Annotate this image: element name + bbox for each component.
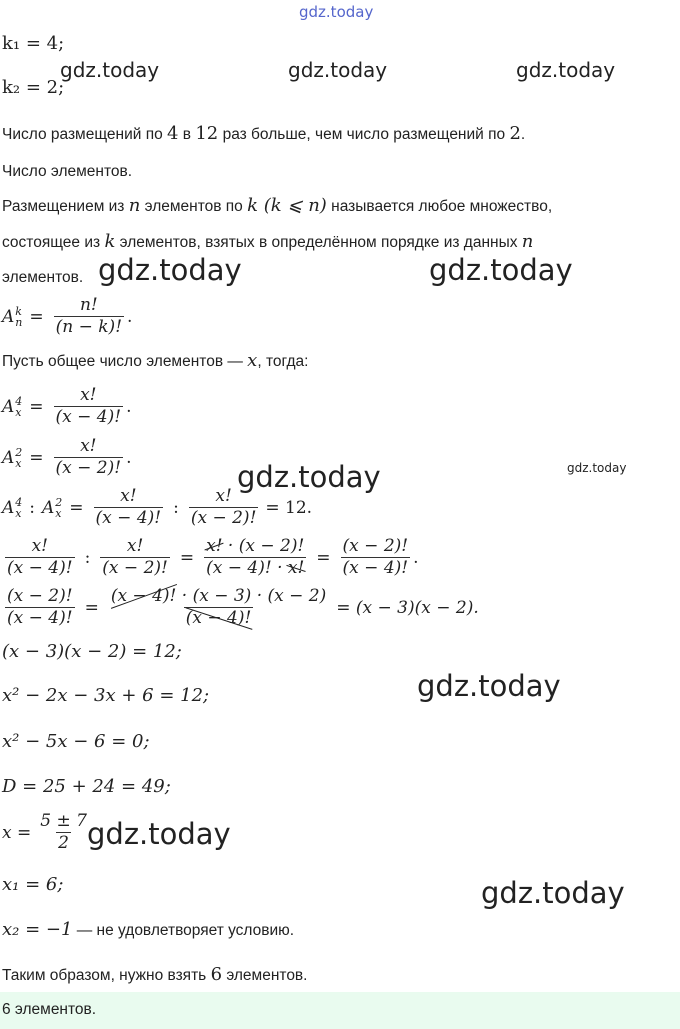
equation-1: (x − 3)(x − 2) = 12;	[2, 641, 182, 662]
equation-discriminant: D = 25 + 24 = 49;	[2, 776, 171, 797]
watermark-top: gdz.today	[299, 3, 374, 21]
watermark: gdz.today	[237, 460, 381, 494]
formula-a-x-4: A 4 x = $\frac{x!}{(x - 4)!}$ .	[2, 385, 132, 427]
root-x1: x₁ = 6;	[2, 874, 64, 895]
formula-ratio: A 4 x : A 2 x = $\frac{x!}{(x - 4)!}$ : $\frac{x!}{(x - 2)!}$ = 12.	[2, 486, 313, 528]
answer-text: 6 элементов.	[2, 1001, 97, 1018]
equation-roots: x = $\frac{5 \pm 7}{2}$	[2, 811, 87, 853]
k2-line: k₂ = 2;	[2, 77, 65, 98]
equation-2: x² − 2x − 3x + 6 = 12;	[2, 685, 210, 706]
formula-arrangement: A k n = $\frac{n!}{(n - k)!}$ .	[2, 295, 133, 337]
conclusion: Таким образом, нужно взять 6 элементов.	[2, 964, 308, 985]
formula-a-x-2: A 2 x = $\frac{x!}{(x - 2)!}$ .	[2, 436, 132, 478]
watermark: gdz.today	[288, 58, 388, 82]
answer-box	[0, 992, 680, 1029]
equation-3: x² − 5x − 6 = 0;	[2, 731, 150, 752]
root-x2-line: x₂ = −1 — не удовлетворяет условию.	[2, 919, 295, 940]
watermark: gdz.today	[481, 876, 625, 910]
watermark: gdz.today	[98, 253, 242, 287]
watermark: gdz.today	[516, 58, 616, 82]
formula-simplify-2: $\frac{(x - 2)!}{(x - 4)!}$ = $\frac{(x - 4)! \cdot (x - 3) \cdot (x - 2)}{(x - 4)!}$ = (x − 3)(x − 2).	[7, 586, 479, 628]
k1-line: k₁ = 4;	[2, 33, 65, 54]
paragraph-let-x: Пусть общее число элементов — x, тогда:	[2, 350, 309, 371]
paragraph-ratio: Число размещений по 4 в 12 раз больше, чем число размещений по 2.	[2, 123, 526, 144]
paragraph-definition-2: состоящее из k элементов, взятых в определённом порядке из данных n	[2, 231, 534, 252]
paragraph-definition-1: Размещением из n элементов по k (k ⩽ n) называется любое множество,	[2, 195, 553, 216]
paragraph-count: Число элементов.	[2, 163, 133, 180]
formula-simplify-1: $\frac{x!}{(x - 4)!}$ : $\frac{x!}{(x - 2)!}$ = $\frac{x! \cdot (x - 2)!}{(x - 4)! \cdot x!}$ = $\frac{(x - 2)!}{(x - 4)!}$ .	[7, 536, 419, 578]
watermark: gdz.today	[417, 669, 561, 703]
watermark: gdz.today	[60, 58, 160, 82]
watermark: gdz.today	[567, 461, 627, 475]
paragraph-definition-3: элементов.	[2, 269, 84, 286]
watermark: gdz.today	[87, 817, 231, 851]
watermark: gdz.today	[429, 253, 573, 287]
